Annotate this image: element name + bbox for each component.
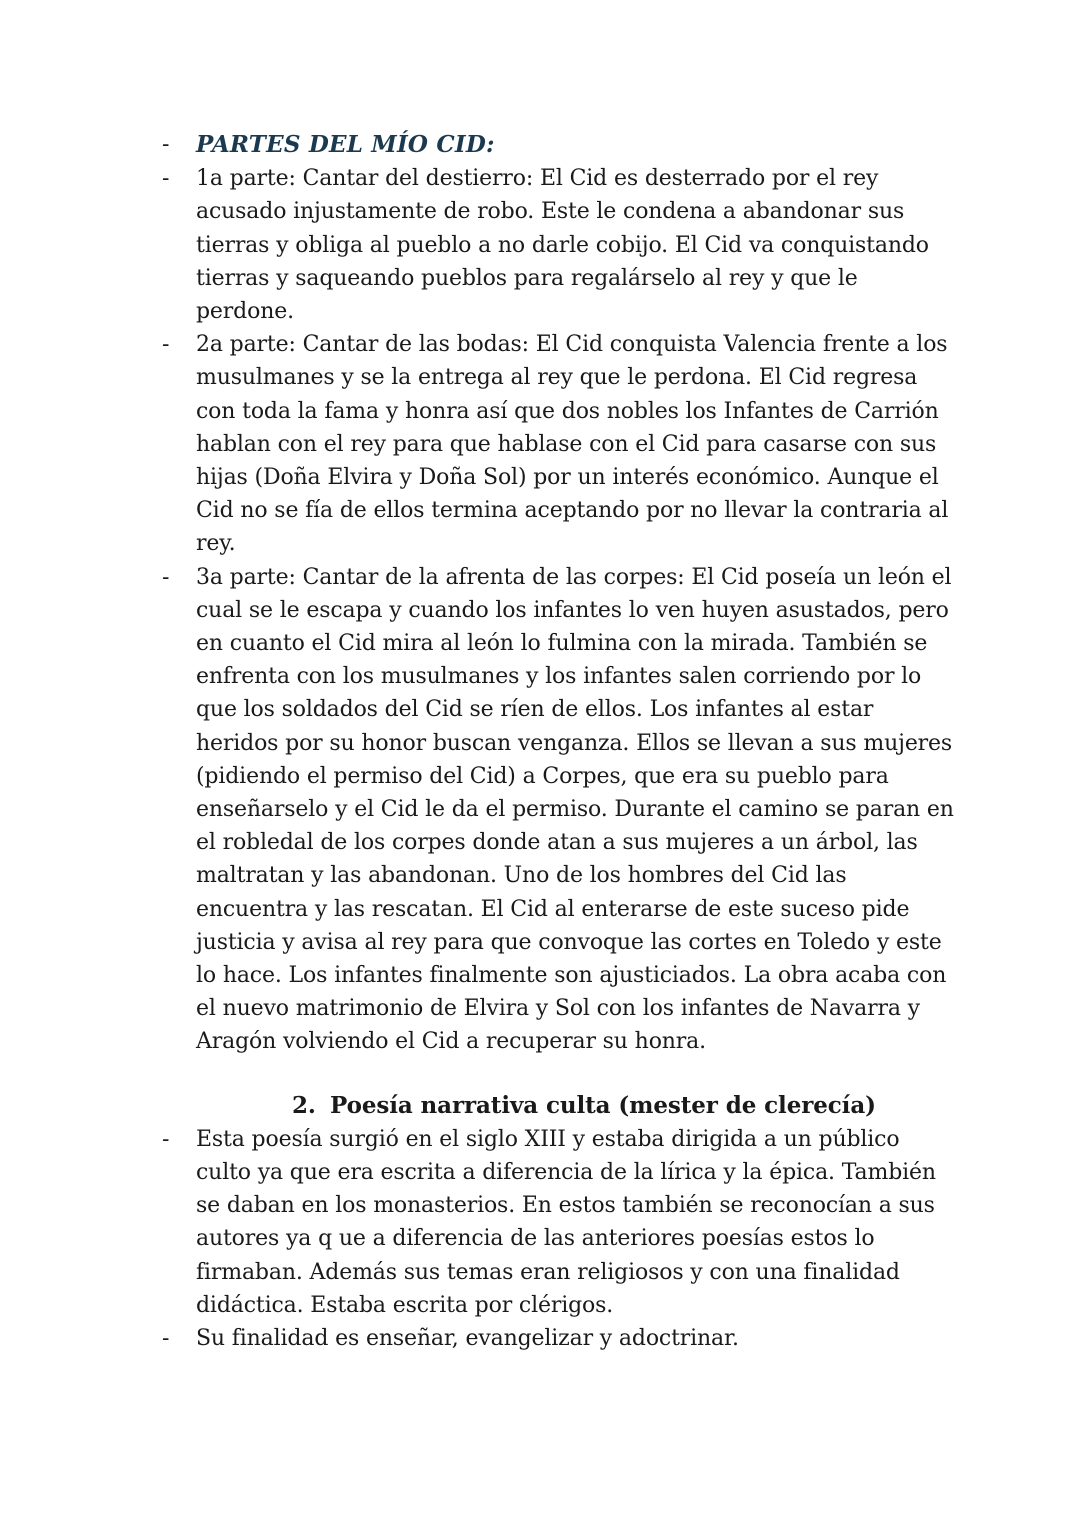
- partes-heading-item: [160, 128, 960, 162]
- clerecia-item-1: [160, 1123, 960, 1322]
- bullet-dash: -: [162, 564, 170, 590]
- bullet-dash: -: [162, 1126, 170, 1152]
- section-2-number: 2.: [292, 1091, 316, 1119]
- cantar-destierro-item: [160, 162, 960, 328]
- bullet-dash: -: [162, 1325, 170, 1351]
- bullet-dash: -: [162, 132, 170, 157]
- bullet-dash: -: [162, 332, 170, 358]
- section-2-heading: [160, 1089, 960, 1123]
- section-2-title: Poesía narrativa culta (mester de clerecía): [330, 1091, 876, 1119]
- cantar-destierro-text: 1a parte: Cantar del destierro: El Cid es desterrado por el rey acusado injustamente de robo. Este le condena a abandonar sus tierras y obliga al pueblo a no darle cobijo. El Cid va conquistando tierras y saqueando pueblos para regalárselo al rey y que le perdone.: [196, 166, 929, 325]
- clerecia-text-2: Su finalidad es enseñar, evangelizar y adoctrinar.: [196, 1325, 739, 1351]
- clerecia-item-2: [160, 1322, 960, 1355]
- cantar-bodas-text: 2a parte: Cantar de las bodas: El Cid conquista Valencia frente a los musulmanes y se la entrega al rey que le perdona. El Cid regresa con toda la fama y honra así que dos nobles los Infantes de Carrión hablan con el rey para que hablase con el Cid para casarse con sus hijas (Doña Elvira y Doña Sol) por un interés económico. Aunque el Cid no se fía de ellos termina aceptando por no llevar la contraria al rey.: [196, 332, 949, 557]
- document-body: [160, 128, 960, 1355]
- cantar-bodas-item: [160, 328, 960, 560]
- partes-heading: PARTES DEL MÍO CID:: [196, 131, 495, 158]
- clerecia-text-1: Esta poesía surgió en el siglo XIII y estaba dirigida a un público culto ya que era escrita a diferencia de la lírica y la épica. También se daban en los monasterios. En estos también se reconocían a sus autores ya q ue a diferencia de las anteriores poesías estos lo firmaban. Además sus temas eran religiosos y con una finalidad didáctica. Estaba escrita por clérigos.: [196, 1126, 936, 1318]
- bullet-dash: -: [162, 166, 170, 192]
- cantar-afrenta-text: 3a parte: Cantar de la afrenta de las corpes: El Cid poseía un león el cual se le escapa y cuando los infantes lo ven huyen asustados, pero en cuanto el Cid mira al león lo fulmina con la mirada. También se enfrenta con los musulmanes y los infantes salen corriendo por lo que los soldados del Cid se ríen de ellos. Los infantes al estar heridos por su honor buscan venganza. Ellos se llevan a sus mujeres (pidiendo el permiso del Cid) a Corpes, que era su pueblo para enseñarselo y el Cid le da el permiso. Durante el camino se paran en el robledal de los corpes donde atan a sus mujeres a un árbol, las maltratan y las abandonan. Uno de los hombres del Cid las encuentra y las rescatan. El Cid al enterarse de este suceso pide justicia y avisa al rey para que convoque las cortes en Toledo y este lo hace. Los infantes finalmente son ajusticiados. La obra acaba con el nuevo matrimonio de Elvira y Sol con los infantes de Navarra y Aragón volviendo el Cid a recuperar su honra.: [196, 564, 954, 1055]
- cantar-afrenta-item: [160, 561, 960, 1059]
